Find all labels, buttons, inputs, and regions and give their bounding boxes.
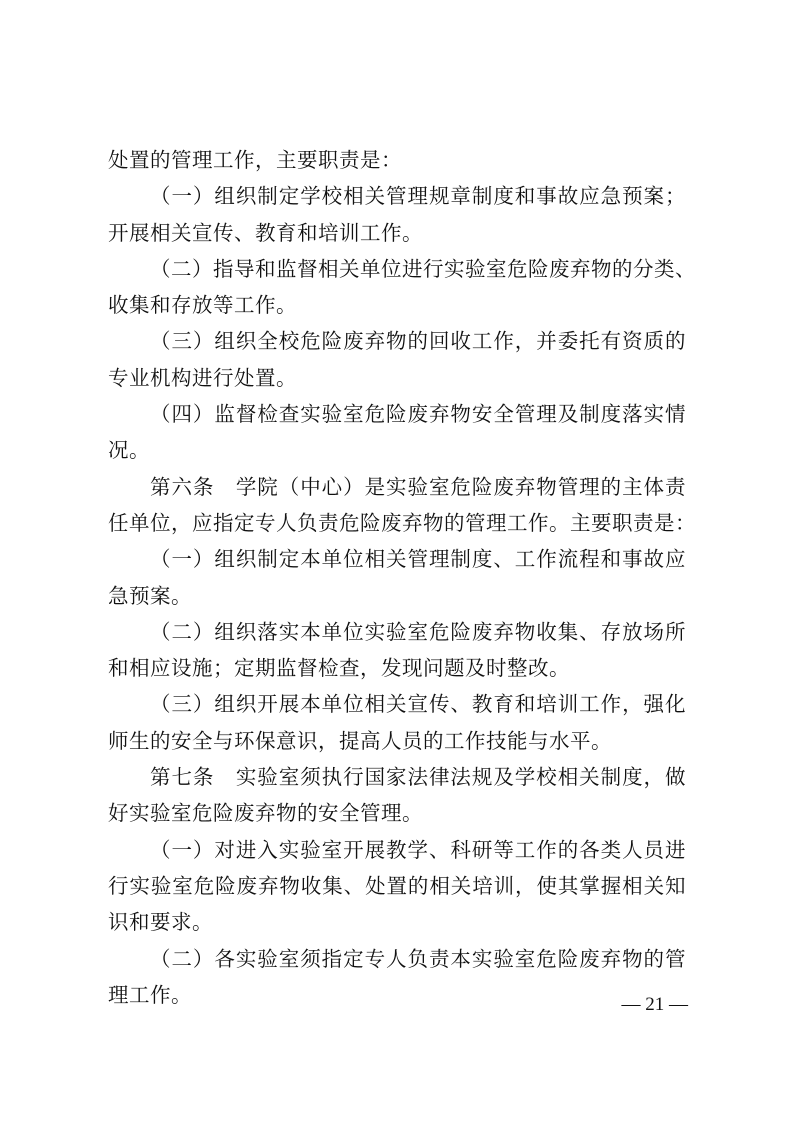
text-line: 和相应设施；定期监督检查，发现问题及时整改。 xyxy=(108,656,570,681)
text-line: 识和要求。 xyxy=(108,910,213,935)
text-line: （三）组织开展本单位相关宣传、教育和培训工作，强化 xyxy=(150,692,686,717)
text-line: 况。 xyxy=(108,438,150,463)
page-number: — 21 — xyxy=(621,994,688,1015)
text-line: 好实验室危险废弃物的安全管理。 xyxy=(108,801,423,826)
text-line: 师生的安全与环保意识，提高人员的工作技能与水平。 xyxy=(108,728,612,753)
text-line: （三）组织全校危险废弃物的回收工作，并委托有资质的 xyxy=(150,329,686,354)
text-line: （二）组织落实本单位实验室危险废弃物收集、存放场所 xyxy=(150,619,686,644)
text-line: 第七条 实验室须执行国家法律法规及学校相关制度，做 xyxy=(150,765,686,790)
text-line: （二）各实验室须指定专人负责本实验室危险废弃物的管 xyxy=(150,946,686,971)
text-line: 理工作。 xyxy=(108,982,192,1007)
text-line: （一）组织制定学校相关管理规章制度和事故应急预案； xyxy=(150,184,686,209)
text-line: 任单位，应指定专人负责危险废弃物的管理工作。主要职责是： xyxy=(108,510,696,535)
text-line: （一）组织制定本单位相关管理制度、工作流程和事故应 xyxy=(150,547,686,572)
text-line: （四）监督检查实验室危险废弃物安全管理及制度落实情 xyxy=(150,402,686,427)
text-line: 收集和存放等工作。 xyxy=(108,293,297,318)
text-line: （二）指导和监督相关单位进行实验室危险废弃物的分类、 xyxy=(150,256,696,281)
text-line: 专业机构进行处置。 xyxy=(108,365,297,390)
text-line: 行实验室危险废弃物收集、处置的相关培训，使其掌握相关知 xyxy=(108,873,686,898)
text-line: 开展相关宣传、教育和培训工作。 xyxy=(108,220,423,245)
text-line: 急预案。 xyxy=(108,583,192,608)
text-line: 处置的管理工作，主要职责是： xyxy=(108,148,402,172)
text-line: （一）对进入实验室开展教学、科研等工作的各类人员进 xyxy=(150,837,686,862)
text-line: 第六条 学院（中心）是实验室危险废弃物管理的主体责 xyxy=(150,474,686,499)
document-body xyxy=(108,142,696,1013)
